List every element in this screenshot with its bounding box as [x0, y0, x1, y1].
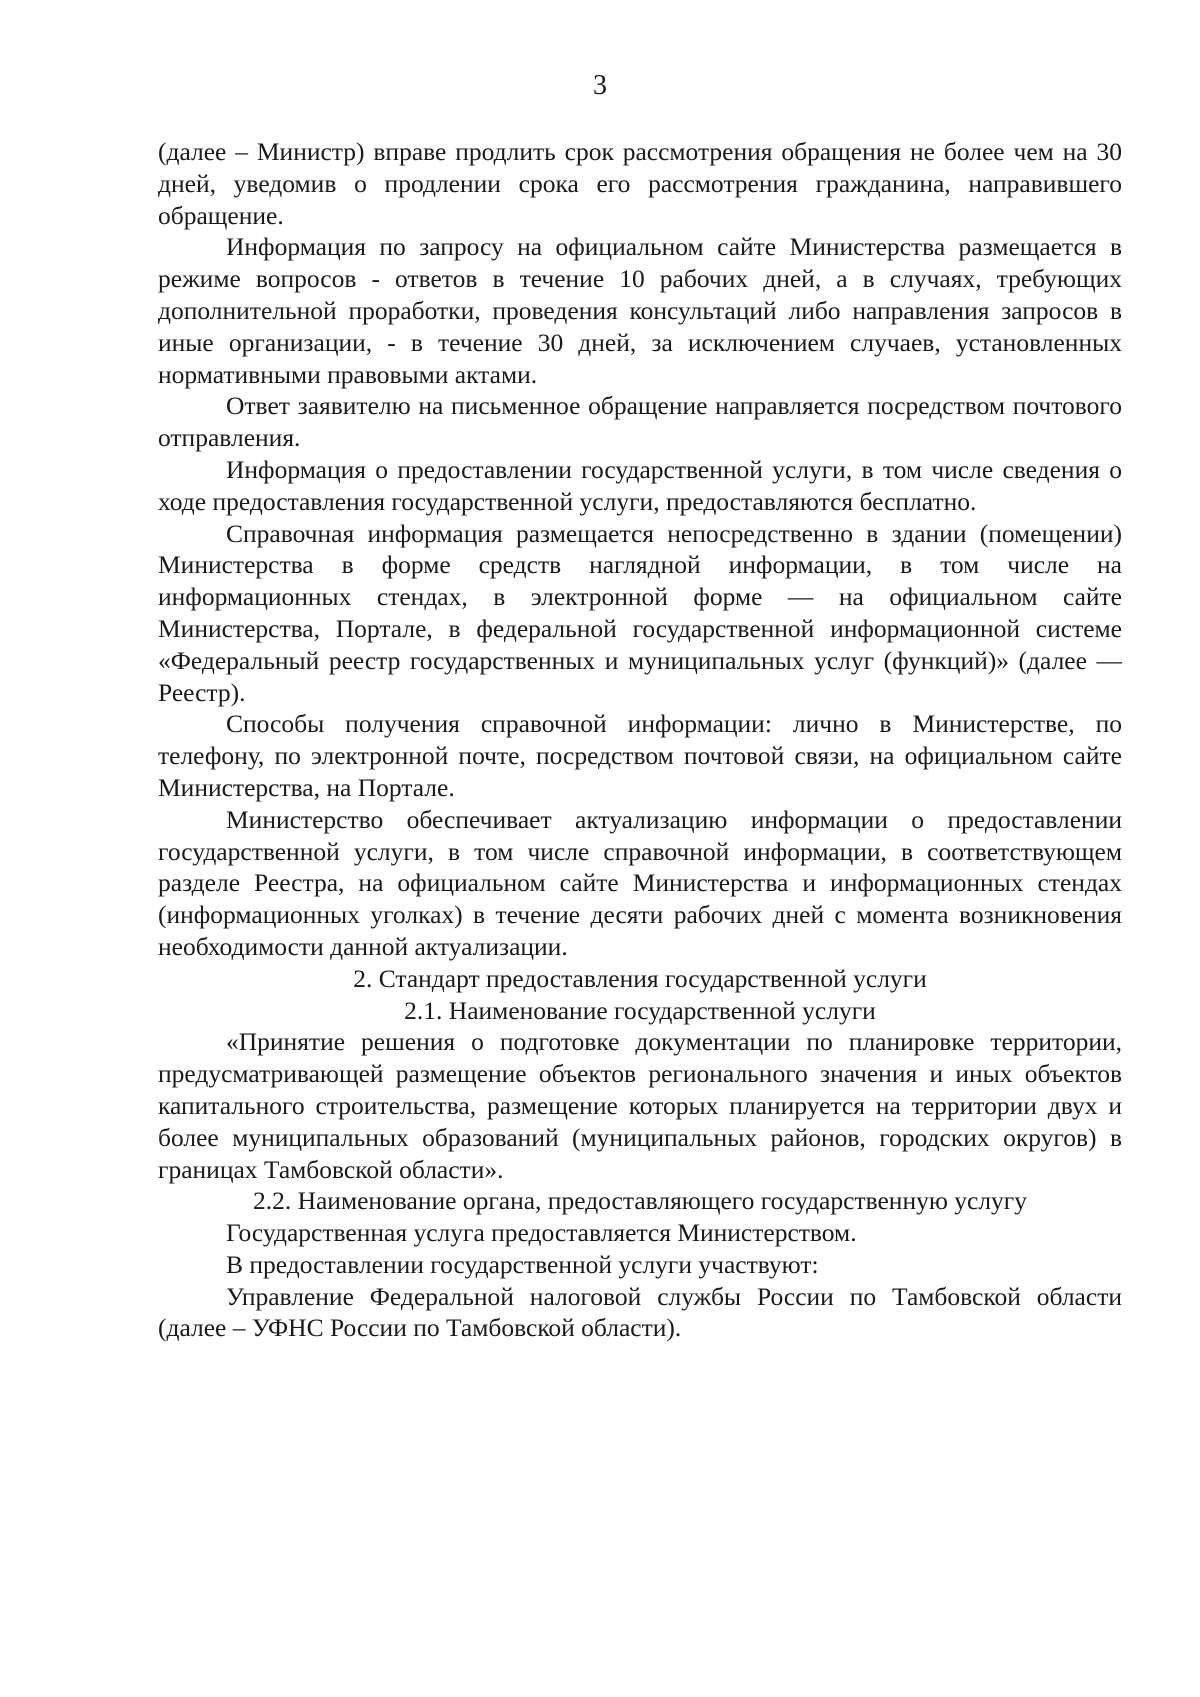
paragraph-provided-by: Государственная услуга предоставляется Министерством. — [226, 1218, 857, 1248]
paragraph-free-information: Информация о предоставлении государственной услуги, в том числе сведения о ходе предоставления государственной услуги, предоставляются бесплатно. — [158, 454, 1122, 516]
section-heading-standard: 2. Стандарт предоставления государственной услуги — [353, 963, 927, 993]
paragraph-info-update: Министерство обеспечивает актуализацию информации о предоставлении государственной услуги, в том числе справочной информации, в соответствующем разделе Реестра, на официальном сайте Министерства и информационных стендах (информационных уголках) в течение десяти рабочих дней с момента возникновения необходимости данной актуализации. — [158, 804, 1122, 961]
section-heading-authority-name: 2.2. Наименование органа, предоставляющего государственную услугу — [252, 1186, 1028, 1216]
paragraph-written-reply: Ответ заявителю на письменное обращение направляется посредством почтового отправления. — [158, 391, 1122, 453]
paragraph-tax-service: Управление Федеральной налоговой службы России по Тамбовской области (далее – УФНС России по Тамбовской области). — [158, 1281, 1122, 1343]
paragraph-participants: В предоставлении государственной услуги участвуют: — [226, 1249, 819, 1279]
paragraph-service-name: «Принятие решения о подготовке документации по планировке территории, предусматривающей размещение объектов регионального значения и иных объектов капитального строительства, размещение которых планируется на территории двух и более муниципальных образований (муниципальных районов, городских округов) в границах Тамбовской области». — [158, 1027, 1122, 1184]
paragraph-reference-info-methods: Способы получения справочной информации: лично в Министерстве, по телефону, по электронной почте, посредством почтовой связи, на официальном сайте Министерства, на Портале. — [158, 709, 1122, 802]
section-heading-service-name: 2.1. Наименование государственной услуги — [404, 995, 876, 1025]
page-number: 3 — [593, 70, 607, 101]
paragraph-extension-term: (далее – Министр) вправе продлить срок рассмотрения обращения не более чем на 30 дней, уведомив о продлении срока его рассмотрения гражданина, направившего обращение. — [158, 137, 1122, 230]
paragraph-reference-info-placement: Справочная информация размещается непосредственно в здании (помещении) Министерства в форме средств наглядной информации, в том числе на информационных стендах, в электронной форме — на официальном сайте Министерства, Портале, в федеральной государственной информационной системе «Федеральный реестр государственных и муниципальных услуг (функций)» (далее — Реестр). — [158, 518, 1122, 707]
document-body — [158, 136, 1122, 1344]
paragraph-website-request: Информация по запросу на официальном сайте Министерства размещается в режиме вопросов - ответов в течение 10 рабочих дней, а в случаях, требующих дополнительной проработки, проведения консультаций либо направления запросов в иные организации, - в течение 30 дней, за исключением случаев, установленных нормативными правовыми актами. — [158, 232, 1122, 389]
